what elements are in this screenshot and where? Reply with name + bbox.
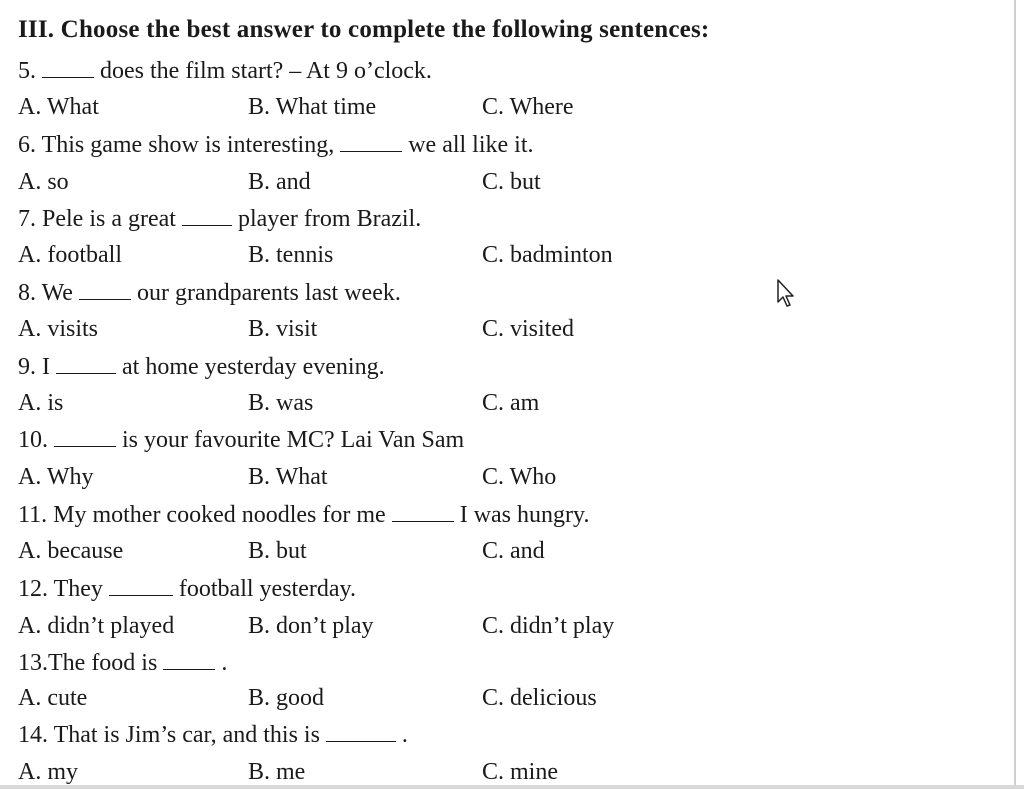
- option-c: C. am: [482, 390, 540, 416]
- option-c: C. Where: [482, 94, 574, 120]
- option-b: B. tennis: [248, 242, 334, 268]
- question-9: [18, 352, 385, 382]
- question-14: [18, 720, 408, 750]
- option-b: B. visit: [248, 316, 318, 342]
- option-a: A. What: [18, 94, 99, 120]
- answer-blank: [79, 279, 131, 300]
- question-5: [18, 56, 432, 86]
- question-text: 7. Pele is a great: [18, 206, 176, 232]
- option-b: B. was: [248, 390, 314, 416]
- option-a: A. cute: [18, 685, 88, 711]
- question-13: [18, 648, 227, 678]
- question-10: [18, 425, 464, 455]
- option-a: A. visits: [18, 316, 99, 342]
- question-text: 5.: [18, 58, 36, 84]
- option-b: B. What time: [248, 94, 377, 120]
- answer-blank: [326, 721, 396, 742]
- option-a: A. is: [18, 390, 64, 416]
- option-a: A. didn’t played: [18, 613, 175, 639]
- option-b: B. me: [248, 759, 306, 785]
- question-text: we all like it.: [408, 132, 534, 158]
- option-b: B. good: [248, 685, 325, 711]
- answer-blank: [42, 57, 94, 78]
- option-a: A. because: [18, 538, 124, 564]
- option-b: B. but: [248, 538, 307, 564]
- option-b: B. What: [248, 464, 328, 490]
- question-text: 12. They: [18, 576, 103, 602]
- question-text: our grandparents last week.: [136, 280, 401, 306]
- frame-border-right: [1014, 0, 1016, 789]
- question-text: 10.: [18, 427, 48, 453]
- option-c: C. but: [482, 169, 541, 195]
- question-text: football yesterday.: [178, 576, 356, 602]
- question-text: 14. That is Jim’s car, and this is: [18, 722, 320, 748]
- question-text: 8. We: [18, 280, 73, 306]
- answer-blank: [54, 426, 116, 447]
- option-a: A. Why: [18, 464, 94, 490]
- option-c: C. Who: [482, 464, 557, 490]
- question-text: .: [221, 650, 228, 676]
- section-heading: III. Choose the best answer to complete the following sentences:: [18, 16, 710, 43]
- question-text: 13.The food is: [18, 650, 158, 676]
- question-text: player from Brazil.: [237, 206, 422, 232]
- option-b: B. and: [248, 169, 311, 195]
- question-8: [18, 278, 401, 308]
- mouse-pointer-icon: [776, 278, 798, 308]
- option-a: A. so: [18, 169, 69, 195]
- question-6: [18, 130, 534, 160]
- answer-blank: [182, 205, 232, 226]
- answer-blank: [340, 131, 402, 152]
- question-7: [18, 204, 421, 234]
- option-a: A. football: [18, 242, 122, 268]
- option-c: C. didn’t play: [482, 613, 615, 639]
- question-text: 11. My mother cooked noodles for me: [18, 502, 386, 528]
- option-c: C. badminton: [482, 242, 613, 268]
- question-text: at home yesterday evening.: [122, 354, 385, 380]
- question-text: .: [401, 722, 408, 748]
- question-12: [18, 574, 356, 604]
- answer-blank: [109, 575, 173, 596]
- answer-blank: [163, 649, 215, 670]
- question-11: [18, 500, 589, 530]
- option-c: C. visited: [482, 316, 575, 342]
- question-text: does the film start? – At 9 o’clock.: [100, 58, 432, 84]
- option-c: C. mine: [482, 759, 558, 785]
- question-text: I was hungry.: [459, 502, 590, 528]
- option-c: C. and: [482, 538, 545, 564]
- question-text: 9. I: [18, 354, 50, 380]
- option-a: A. my: [18, 759, 78, 785]
- option-c: C. delicious: [482, 685, 597, 711]
- question-text: 6. This game show is interesting,: [18, 132, 335, 158]
- answer-blank: [392, 501, 454, 522]
- option-b: B. don’t play: [248, 613, 374, 639]
- answer-blank: [56, 353, 116, 374]
- question-text: is your favourite MC? Lai Van Sam: [122, 427, 465, 453]
